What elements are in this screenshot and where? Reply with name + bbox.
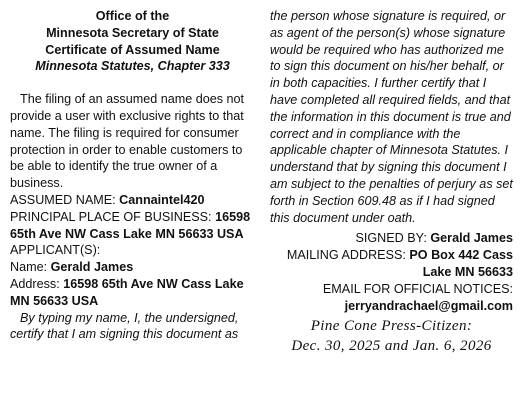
header-statute: Minnesota Statutes, Chapter 333 <box>35 59 230 74</box>
signed-by-value: Gerald James <box>430 231 513 246</box>
header-secretary: Minnesota Secretary of State <box>46 25 219 40</box>
assumed-name <box>10 192 255 209</box>
mailing-address-label: MAILING ADDRESS: <box>286 248 406 263</box>
place-of-business-label: PRINCIPAL PLACE OF BUSINESS: <box>10 209 212 224</box>
mailing-address <box>270 247 513 281</box>
header-certificate: Certificate of Assumed Name <box>45 42 220 57</box>
signed-by-label: SIGNED BY: <box>355 231 427 246</box>
signed-by <box>270 230 513 247</box>
email-value: jerryandrachael@gmail.com <box>344 298 513 313</box>
assumed-name-label: ASSUMED NAME: <box>10 192 116 207</box>
applicant-address <box>10 276 255 310</box>
publication-name: Pine Cone Press-Citizen: <box>310 318 473 335</box>
publication-dates: Dec. 30, 2025 and Jan. 6, 2026 <box>291 338 492 355</box>
intro-paragraph: The filing of an assumed name does not provide a user with exclusive rights to that name. The filing is required for consumer protection in order to enable customers to be able to identify the true owner of a business. <box>10 92 245 191</box>
applicant-address-label: Address: <box>10 276 60 291</box>
assumed-name-value: Cannaintel420 <box>119 192 205 207</box>
header-office: Office of the <box>95 9 170 23</box>
attestation-continued: the person whose signature is required, or as agent of the person(s) whose signature would be required who has authorized me to sign this document on his/her behalf, or in both capacities. I further certify that I have completed all required fields, and that the information in this document is true and correct and in compliance with the applicable chapter of Minnesota Statutes. I understand that by signing this document I am subject to the penalties of perjury as set forth in Section 609.48 as if I had signed this document under oath. <box>270 9 513 225</box>
right-column <box>270 8 513 356</box>
applicant-address-value: 16598 65th Ave NW Cass Lake MN 56633 USA <box>10 276 244 308</box>
applicant-name-label: Name: <box>10 260 48 275</box>
notice-header <box>10 8 255 75</box>
place-of-business-value: 16598 65th Ave NW Cass Lake MN 56633 USA <box>10 209 251 241</box>
applicant-name-value: Gerald James <box>50 260 134 275</box>
mailing-address-value: PO Box 442 Cass Lake MN 56633 <box>409 248 513 279</box>
email-label: EMAIL FOR OFFICIAL NOTICES: <box>322 281 513 296</box>
applicants-heading: APPLICANT(S): <box>10 243 101 258</box>
applicant-name <box>10 259 255 276</box>
attestation-start: By typing my name, I, the undersigned, certify that I am signing this document as <box>10 310 239 342</box>
left-column <box>10 8 255 343</box>
place-of-business <box>10 209 255 243</box>
